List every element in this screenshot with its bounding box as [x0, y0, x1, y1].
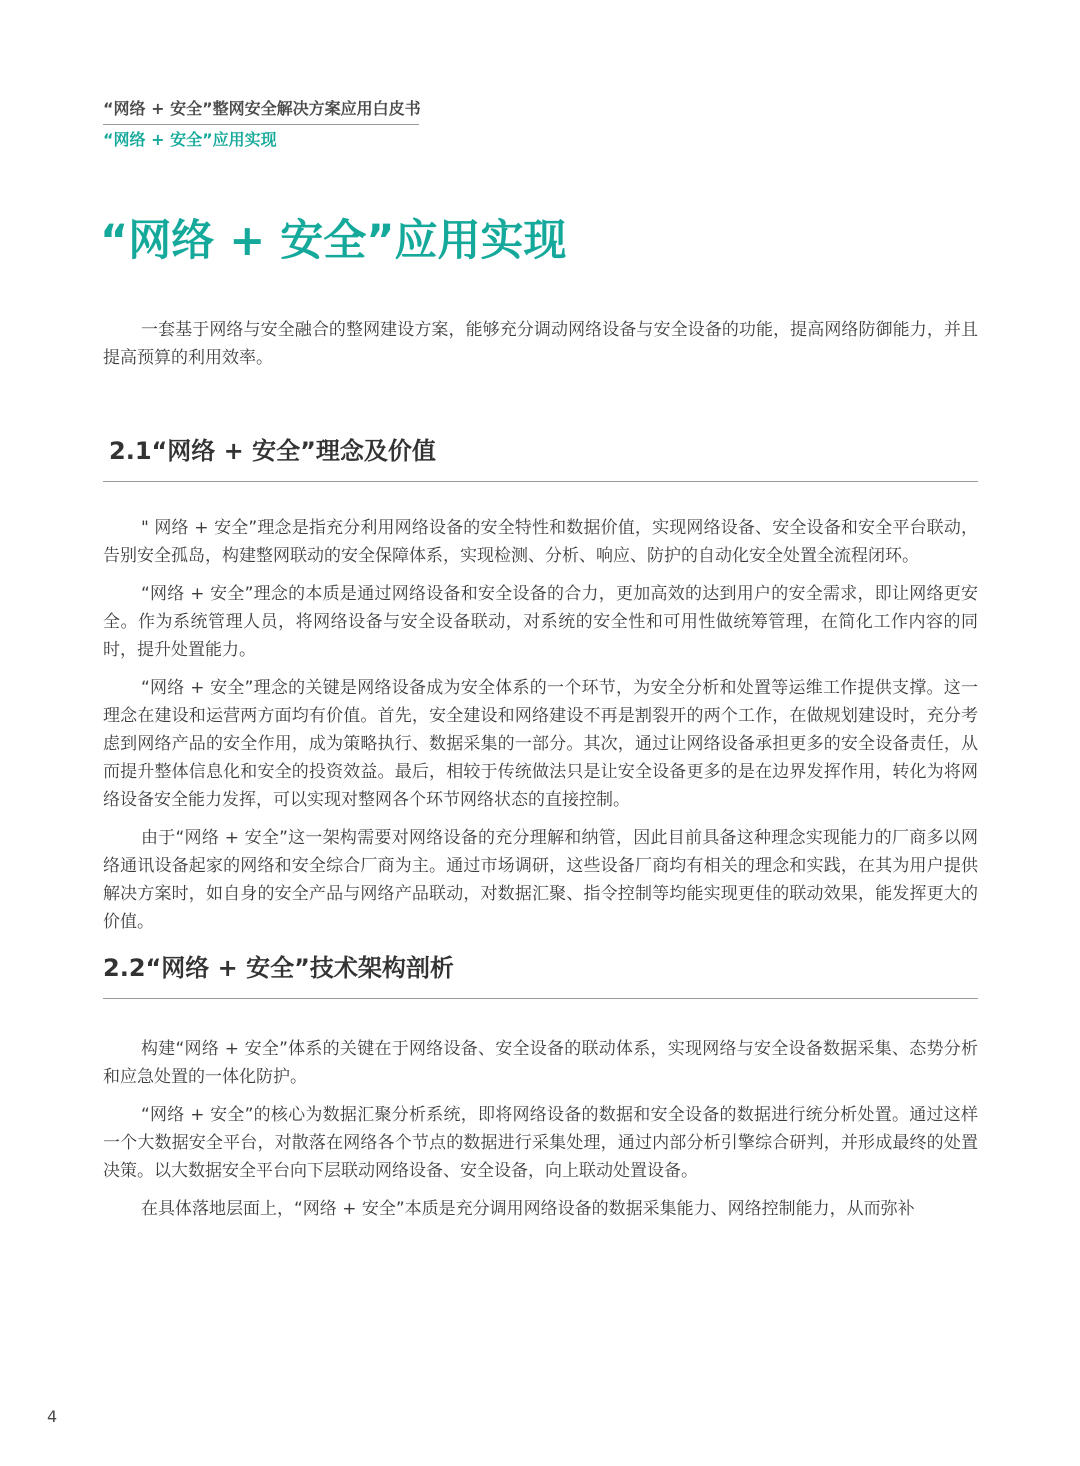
chapter-title: “网络 + 安全”应用实现	[103, 130, 277, 149]
section-2-1-paragraph: “网络 + 安全”理念的本质是通过网络设备和安全设备的合力，更加高效的达到用户的安全需求，即让网络更安全。作为系统管理人员，将网络设备与安全设备联动，对系统的安全性和可用性做统筹管理，在简化工作内容的同时，提升处置能力。	[103, 584, 978, 660]
running-header	[103, 97, 423, 152]
header-divider	[103, 124, 419, 125]
section-2-1-paragraph: 由于“网络 + 安全”这一架构需要对网络设备的充分理解和纳管，因此目前具备这种理念实现能力的厂商多以网络通讯设备起家的网络和安全综合厂商为主。通过市场调研，这些设备厂商均有相关的理念和实践，在其为用户提供解决方案时，如自身的安全产品与网络产品联动，对数据汇聚、指令控制等均能实现更佳的联动效果，能发挥更大的价值。	[103, 828, 978, 932]
section-heading-2-1: 2.1“网络 + 安全”理念及价值	[103, 433, 978, 482]
main-content	[103, 316, 978, 1233]
page-title: “网络 + 安全”应用实现	[100, 216, 567, 266]
section-2-2-paragraph: “网络 + 安全”的核心为数据汇聚分析系统，即将网络设备的数据和安全设备的数据进行统分析处置。通过这样一个大数据安全平台，对散落在网络各个节点的数据进行采集处理，通过内部分析引擎综合研判，并形成最终的处置决策。以大数据安全平台向下层联动网络设备、安全设备，向上联动处置设备。	[103, 1105, 978, 1181]
section-2-1-paragraph: “网络 + 安全”理念的关键是网络设备成为安全体系的一个环节，为安全分析和处置等运维工作提供支撑。这一理念在建设和运营两方面均有价值。首先，安全建设和网络建设不再是割裂开的两个工作，在做规划建设时，充分考虑到网络产品的安全作用，成为策略执行、数据采集的一部分。其次，通过让网络设备承担更多的安全设备责任，从而提升整体信息化和安全的投资效益。最后，相较于传统做法只是让安全设备更多的是在边界发挥作用，转化为将网络设备安全能力发挥，可以实现对整网各个环节网络状态的直接控制。	[103, 678, 978, 810]
page-number: 4	[47, 1407, 58, 1426]
section-heading-2-2: 2.2“网络 + 安全”技术架构剖析	[103, 950, 978, 999]
section-2-2-paragraph: 构建“网络 + 安全”体系的关键在于网络设备、安全设备的联动体系，实现网络与安全设备数据采集、态势分析和应急处置的一体化防护。	[103, 1039, 978, 1087]
document-title: “网络 + 安全”整网安全解决方案应用白皮书	[103, 99, 421, 118]
section-2-2-paragraph: 在具体落地层面上，“网络 + 安全”本质是充分调用网络设备的数据采集能力、网络控制能力，从而弥补	[141, 1199, 915, 1219]
intro-paragraph: 一套基于网络与安全融合的整网建设方案，能够充分调动网络设备与安全设备的功能，提高网络防御能力，并且提高预算的利用效率。	[103, 320, 978, 368]
section-2-1-paragraph: " 网络 + 安全”理念是指充分利用网络设备的安全特性和数据价值，实现网络设备、安全设备和安全平台联动，告别安全孤岛，构建整网联动的安全保障体系，实现检测、分析、响应、防护的自动化安全处置全流程闭环。	[103, 518, 978, 566]
